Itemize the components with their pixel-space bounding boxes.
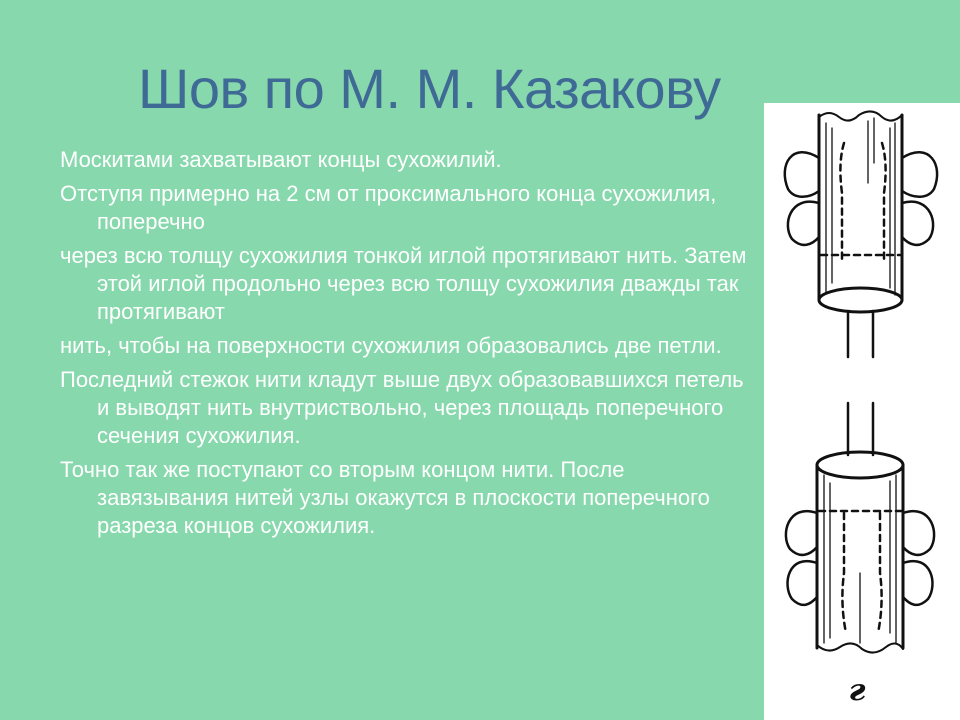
paragraph-3: через всю толщу сухожилия тонкой иглой протягивают нить. Затем этой иглой продольно через всю толщу сухожилия дважды так протягивают bbox=[60, 243, 747, 324]
paragraph-1: Москитами захватывают концы сухожилий. bbox=[60, 147, 502, 172]
upper-tendon bbox=[785, 111, 937, 357]
tendon-drawing bbox=[764, 103, 960, 720]
paragraph-2: Отступя примерно на 2 см от проксимального конца сухожилия, поперечно bbox=[60, 181, 717, 234]
tendon-suture-illustration bbox=[764, 103, 960, 720]
paragraph-5: Последний стежок нити кладут выше двух образовавшихся петель и выводят нить внутриствольно, через площадь поперечного сечения сухожилия. bbox=[60, 367, 744, 448]
lower-tendon bbox=[786, 403, 934, 653]
slide-title: Шов по М. М. Казакову bbox=[138, 57, 721, 120]
figure-label: г bbox=[848, 673, 866, 708]
paragraph-4: нить, чтобы на поверхности сухожилия образовались две петли. bbox=[60, 333, 722, 358]
body-text bbox=[60, 146, 760, 546]
paragraph-6: Точно так же поступают со вторым концом нити. После завязывания нитей узлы окажутся в плоскости поперечного разреза концов сухожилия. bbox=[60, 457, 710, 538]
